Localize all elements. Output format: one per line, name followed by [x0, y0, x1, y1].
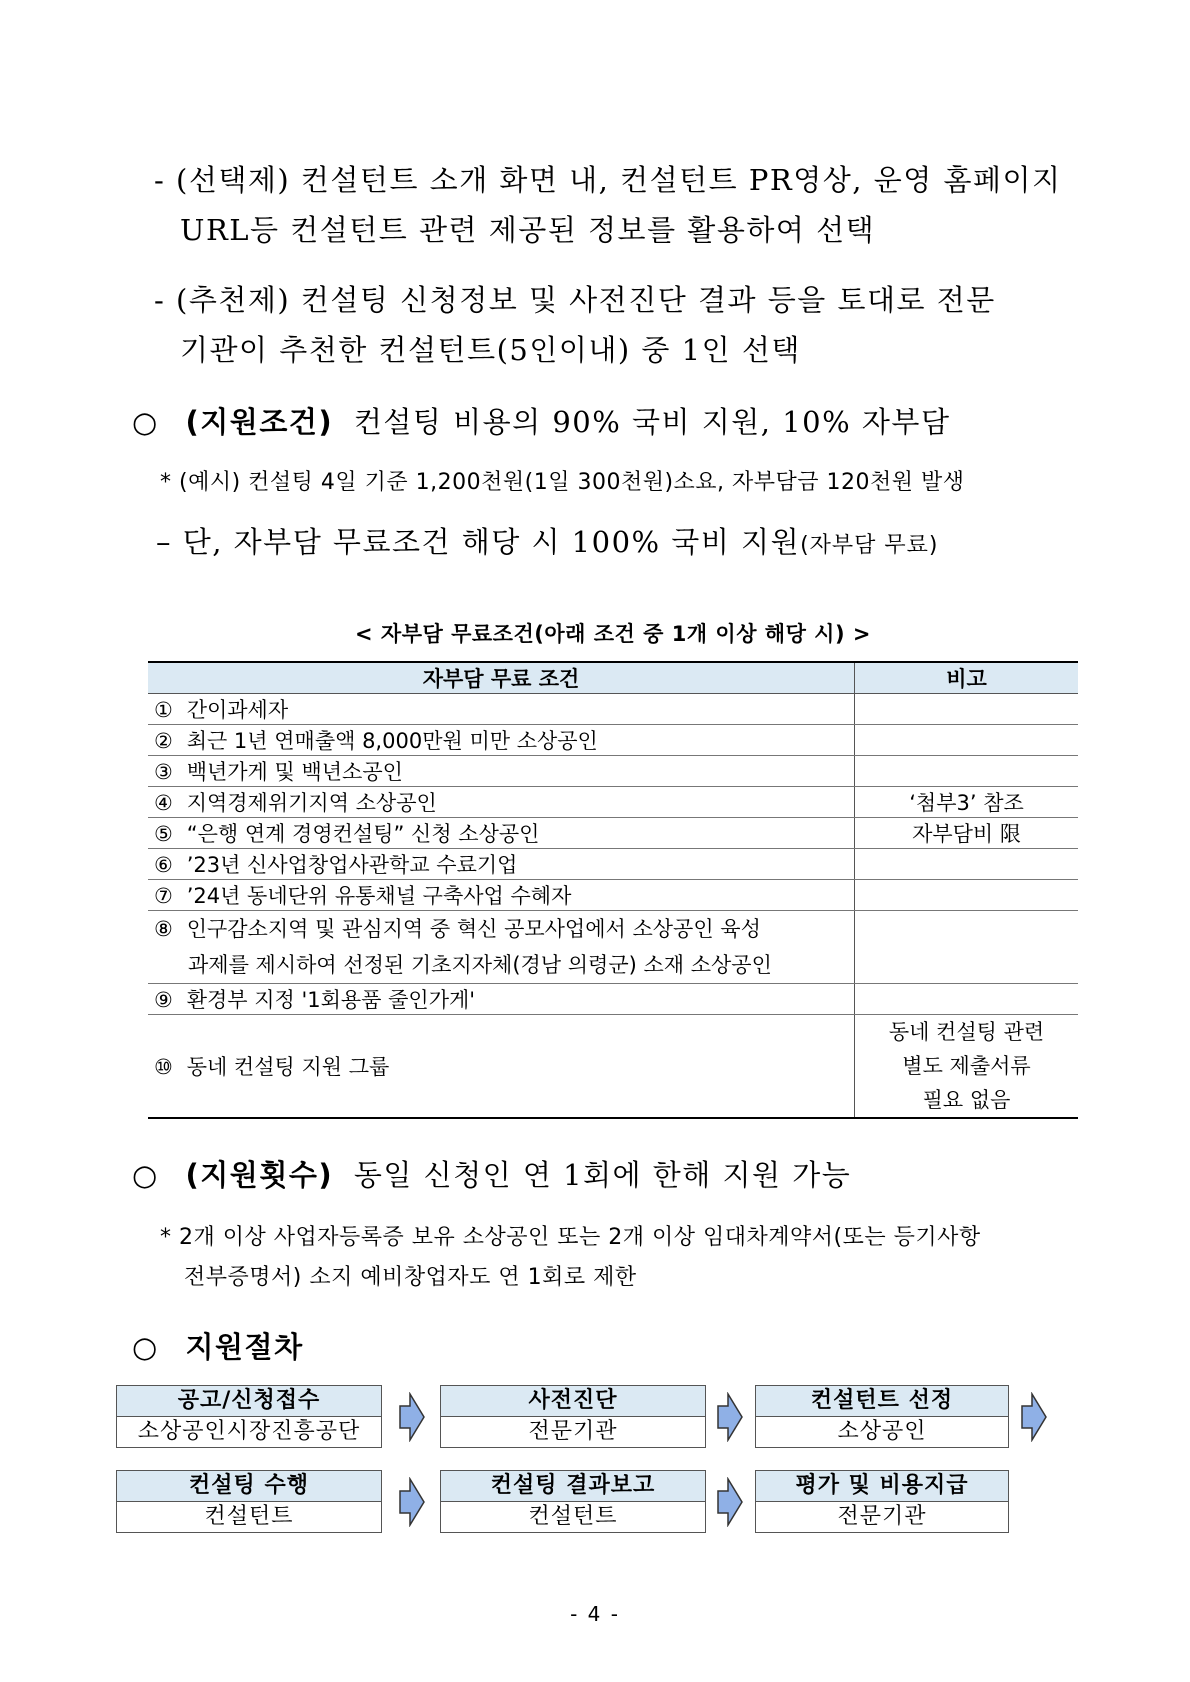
exception-main: – 단, 자부담 무료조건 해당 시 100% 국비 지원	[156, 525, 801, 559]
cost-example-note: * (예시) 컨설팅 4일 기준 1,200천원(1일 300천원)소요, 자부담금 120천원 발생	[160, 470, 965, 495]
row-number: ④	[154, 791, 173, 815]
selection-line-1: - (선택제) 컨설턴트 소개 화면 내, 컨설턴트 PR영상, 운영 홈페이지	[154, 163, 1062, 197]
row-text: 동네 컨설팅 지원 그룹	[186, 1055, 390, 1079]
table-row	[148, 1015, 1078, 1119]
step-actor: 전문기관	[837, 1504, 927, 1529]
row-text: “은행 연계 경영컨설팅” 신청 소상공인	[186, 822, 540, 846]
row-text: 백년가게 및 백년소공인	[186, 760, 403, 784]
step-diagnosis	[440, 1385, 706, 1448]
step-actor: 소상공인	[837, 1419, 927, 1444]
table-row	[148, 725, 1078, 756]
step-consulting	[116, 1470, 382, 1533]
recommend-line-1: - (추천제) 컨설팅 신청정보 및 사전진단 결과 등을 토대로 전문	[154, 283, 996, 317]
row-number: ⑤	[154, 822, 173, 846]
support-count-label: (지원횟수)	[185, 1158, 334, 1192]
arrow-right-icon	[716, 1392, 744, 1442]
row-number: ③	[154, 760, 173, 784]
table-header-row	[148, 662, 1078, 694]
row-note	[855, 911, 1079, 984]
table-row	[148, 880, 1078, 911]
step-actor: 소상공인시장진흥공단	[137, 1419, 361, 1444]
row-text: ’23년 신사업창업사관학교 수료기업	[186, 853, 518, 877]
table-row	[148, 756, 1078, 787]
bullet-circle: ○	[132, 1330, 159, 1364]
arrow-right-icon	[716, 1477, 744, 1527]
row-note	[855, 756, 1079, 787]
row-number: ②	[154, 729, 173, 753]
support-condition-heading	[132, 400, 950, 441]
step-select-consultant	[755, 1385, 1009, 1448]
header-condition: 자부담 무료 조건	[148, 662, 855, 694]
row-note-line-2: 별도 제출서류	[902, 1054, 1031, 1078]
row-number: ⑦	[154, 884, 173, 908]
table-row	[148, 818, 1078, 849]
row-note-line-1: 동네 컨설팅 관련	[888, 1020, 1045, 1044]
step-actor: 컨설턴트	[204, 1504, 294, 1529]
row-text: 인구감소지역 및 관심지역 중 혁신 공모사업에서 소상공인 육성	[186, 917, 761, 941]
row-number: ⑥	[154, 853, 173, 877]
support-count-note-2: 전부증명서) 소지 예비창업자도 연 1회로 제한	[184, 1265, 637, 1290]
table-row	[148, 787, 1078, 818]
support-condition-label: (지원조건)	[185, 405, 334, 439]
row-text: 최근 1년 연매출액 8,000만원 미만 소상공인	[186, 729, 598, 753]
exception-line	[156, 520, 939, 561]
row-note	[855, 725, 1079, 756]
row-number: ①	[154, 698, 173, 722]
table-row	[148, 911, 1078, 984]
table-row	[148, 849, 1078, 880]
row-note: ‘첨부3’ 참조	[855, 787, 1079, 818]
page-number: - 4 -	[570, 1602, 620, 1626]
arrow-right-icon	[398, 1477, 426, 1527]
row-note	[855, 849, 1079, 880]
row-text: 간이과세자	[186, 698, 289, 722]
step-title: 컨설팅 결과보고	[441, 1471, 705, 1502]
header-note: 비고	[855, 662, 1079, 694]
procedure-title: 지원절차	[185, 1330, 304, 1364]
selection-line-2: URL등 컨설턴트 관련 제공된 정보를 활용하여 선택	[180, 213, 876, 247]
table-caption: < 자부담 무료조건(아래 조건 중 1개 이상 해당 시) >	[355, 622, 871, 646]
free-condition-table	[148, 661, 1078, 1119]
support-count-text: 동일 신청인 연 1회에 한해 지원 가능	[353, 1158, 852, 1192]
arrow-right-icon	[398, 1392, 426, 1442]
row-text: 환경부 지정 '1회용품 줄인가게'	[186, 988, 476, 1012]
procedure-heading	[132, 1325, 304, 1366]
step-title: 컨설턴트 선정	[756, 1386, 1008, 1417]
recommend-line-2: 기관이 추천한 컨설턴트(5인이내) 중 1인 선택	[180, 333, 801, 367]
table-row	[148, 694, 1078, 725]
row-text: 지역경제위기지역 소상공인	[186, 791, 437, 815]
row-number: ⑧	[154, 917, 173, 941]
row-note	[855, 694, 1079, 725]
step-title: 평가 및 비용지급	[756, 1471, 1008, 1502]
row-note	[855, 880, 1079, 911]
bullet-circle: ○	[132, 405, 159, 439]
row-text: ’24년 동네단위 유통채널 구축사업 수혜자	[186, 884, 572, 908]
step-apply	[116, 1385, 382, 1448]
support-count-note-1: * 2개 이상 사업자등록증 보유 소상공인 또는 2개 이상 임대차계약서(또는 등기사항	[160, 1225, 981, 1250]
arrow-right-icon	[1020, 1392, 1048, 1442]
row-number: ⑨	[154, 988, 173, 1012]
table-row	[148, 984, 1078, 1015]
step-actor: 전문기관	[528, 1419, 618, 1444]
row-note-line-3: 필요 없음	[922, 1088, 1011, 1112]
support-condition-text: 컨설팅 비용의 90% 국비 지원, 10% 자부담	[353, 405, 951, 439]
row-note: 자부담비 限	[855, 818, 1079, 849]
exception-small: (자부담 무료)	[800, 533, 939, 558]
step-title: 공고/신청접수	[117, 1386, 381, 1417]
row-note	[855, 984, 1079, 1015]
step-title: 사전진단	[441, 1386, 705, 1417]
row-number: ⑩	[154, 1055, 173, 1079]
bullet-circle: ○	[132, 1158, 159, 1192]
step-title: 컨설팅 수행	[117, 1471, 381, 1502]
step-actor: 컨설턴트	[528, 1504, 618, 1529]
support-count-heading	[132, 1153, 851, 1194]
row-text-continued: 과제를 제시하여 선정된 기초지자체(경남 의령군) 소재 소상공인	[188, 953, 772, 977]
step-evaluation-payment	[755, 1470, 1009, 1533]
step-report	[440, 1470, 706, 1533]
